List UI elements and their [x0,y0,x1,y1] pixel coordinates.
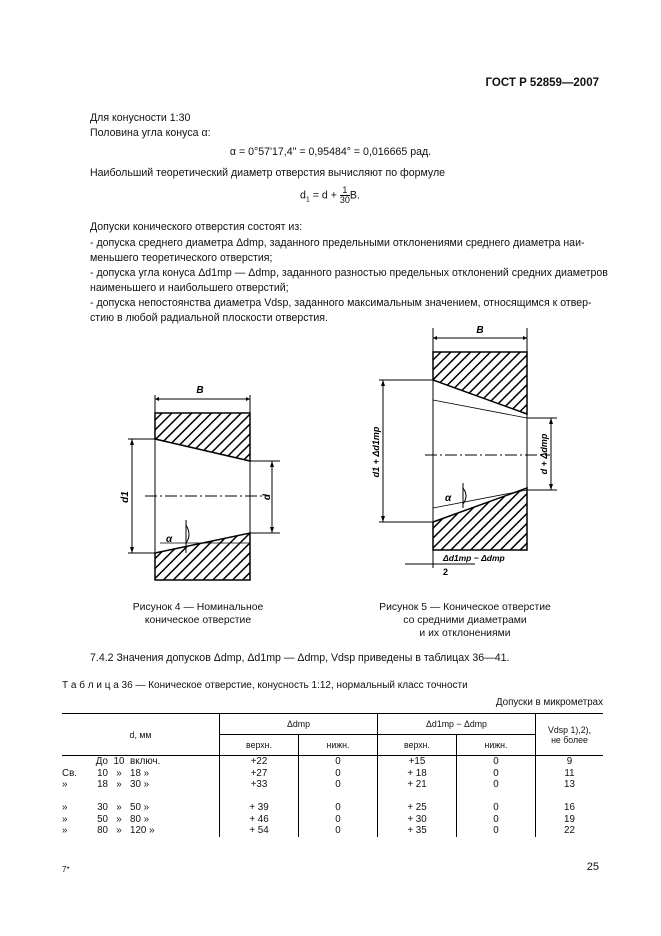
fig5-label-b: B [476,325,484,336]
cell-a: +27 [220,768,299,780]
cell-a [220,791,299,803]
fig5-label-alpha: α [445,493,452,504]
fig5-upper-section [433,352,527,414]
col-d1dmp-lower: нижн. [457,735,536,756]
figure-4 [100,375,310,590]
fig4-upper-section [155,413,250,461]
para-line9: - допуска непостоянства диаметра Vdsp, заданного максимальным значением, относящимся к отвер- [90,297,592,309]
cell-b: 0 [299,814,378,826]
para-line10: стию в любой радиальной плоскости отверстия. [90,312,328,324]
fig4-label-d1: d1 [120,491,131,503]
page-number: 25 [586,861,599,873]
table-row [62,756,603,768]
cell-d [62,791,220,803]
fig5-label-2: 2 [443,567,449,577]
col-d: d, мм [62,714,220,756]
fig5-label-right: d + Δdmp [539,433,549,475]
table-row [62,825,603,837]
fig4-label-b: B [196,385,204,396]
cell-a: + 39 [220,802,299,814]
cell-a: + 46 [220,814,299,826]
cell-v: 11 [536,768,604,780]
document-id: ГОСТ Р 52859—2007 [485,77,599,89]
cell-b: 0 [299,825,378,837]
fig4-label-d: d [262,493,273,501]
cell-v: 13 [536,779,604,791]
fig5-label-left: d1 + Δd1mp [371,426,381,478]
cell-v: 19 [536,814,604,826]
table-row [62,768,603,780]
table-row [62,814,603,826]
col-dmp-upper: верхн. [220,735,299,756]
cell-d: » 50 » 80 » [62,813,150,825]
figure-5 [365,318,565,580]
cell-e: 0 [457,779,536,791]
footer-mark: 7* [62,865,70,874]
cell-b: 0 [299,779,378,791]
cell-a: +22 [220,756,299,768]
cell-d: » 30 » 50 » [62,802,150,813]
cell-d: Св. 10 » 18 » [62,767,150,779]
fig5-caption: Рисунок 5 — Коническое отверстие со средними диаметрами и их отклонениями [379,602,551,639]
para-line7: - допуска угла конуса Δd1mp — Δdmp, заданного разностью предельных отклонений средних диаметров [90,267,608,279]
cell-c: + 30 [378,814,457,826]
cell-d: » 80 » 120 » [62,825,155,836]
cell-e: 0 [457,802,536,814]
cell-e [457,791,536,803]
cell-c: + 25 [378,802,457,814]
cell-a: + 54 [220,825,299,837]
para-line8: наименьшего и наибольшего отверстий; [90,282,289,294]
cell-c: + 18 [378,768,457,780]
cell-v: 22 [536,825,604,837]
col-dmp: Δdmp [220,714,378,735]
cell-d: До 10 включ. [95,756,161,767]
table-row [62,779,603,791]
para-taper: Для конусности 1:30 [90,112,191,124]
para-line6: меньшего теоретического отверстия; [90,252,273,264]
cell-d: » 18 » 30 » [62,779,150,790]
cell-c: + 21 [378,779,457,791]
cell-b: 0 [299,756,378,768]
cell-a: +33 [220,779,299,791]
table-title: Т а б л и ц а 36 — Коническое отверстие, конусность 1:12, нормальный класс точности [62,680,468,691]
cell-v [536,791,604,803]
cell-e: 0 [457,814,536,826]
tolerance-table [62,713,603,837]
cell-b [299,791,378,803]
cell-c: + 35 [378,825,457,837]
col-dmp-lower: нижн. [299,735,378,756]
table-units: Допуски в микрометрах [495,697,603,708]
cell-e: 0 [457,756,536,768]
cell-c: +15 [378,756,457,768]
cell-e: 0 [457,768,536,780]
cell-b: 0 [299,768,378,780]
table-row [62,802,603,814]
col-d1dmp: Δd1mp − Δdmp [378,714,536,735]
cell-e: 0 [457,825,536,837]
cell-v: 9 [536,756,604,768]
col-vdsp: Vdsp 1),2), не более [536,714,604,756]
cell-c [378,791,457,803]
cell-b: 0 [299,802,378,814]
formula-d1: $d_1 = d$ + $\frac{1}{30}$ B. [300,185,360,205]
col-d1dmp-upper: верхн. [378,735,457,756]
cell-v: 16 [536,802,604,814]
table-row [62,791,603,803]
para-line5: - допуска среднего диаметра Δdmp, заданного предельными отклонениями среднего диаметра наи- [90,237,585,249]
para-formula-intro: Наибольший теоретический диаметр отверстия вычисляют по формуле [90,167,446,179]
formula-alpha: α = 0°57'17,4" = 0,95484° = 0,016665 рад. [229,146,432,158]
fig4-caption: Рисунок 4 — Номинальное коническое отверстие [132,602,264,626]
fig4-label-alpha: α [166,534,173,545]
para-tolerances: Допуски конического отверстия состоят из: [90,221,303,233]
para-half-angle: Половина угла конуса α: [90,127,211,139]
fig5-label-diff: Δd1mp − Δdmp [443,553,505,563]
section-7-4-2: 7.4.2 Значения допусков Δdmp, Δd1mp — Δdmp, Vdsp приведены в таблицах 36—41. [90,652,510,664]
